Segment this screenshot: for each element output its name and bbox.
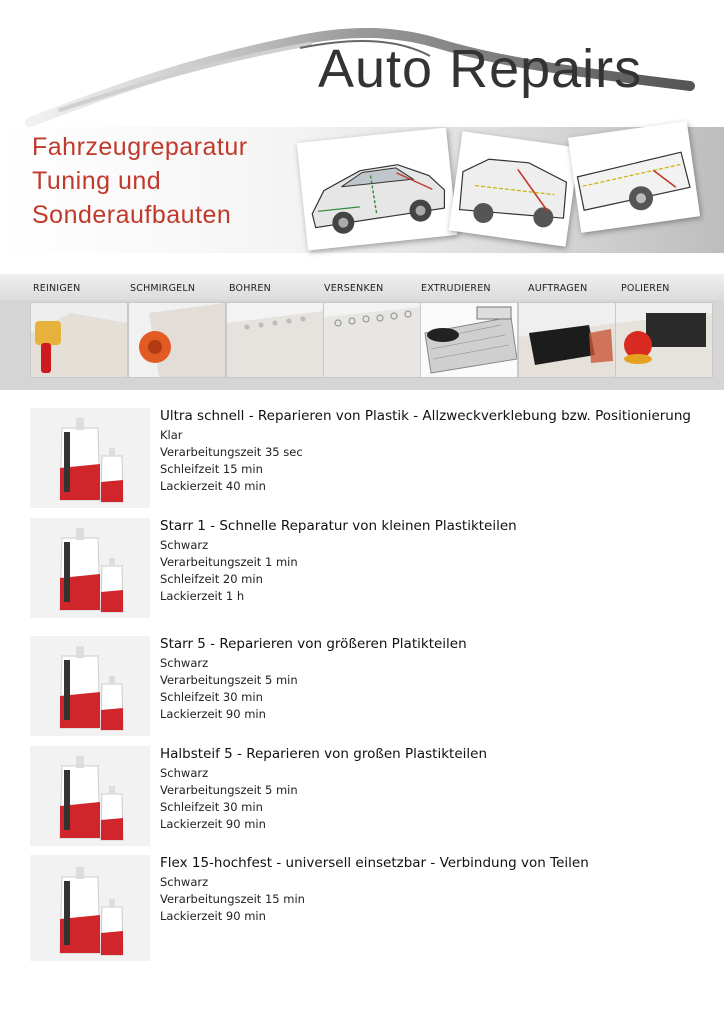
process-label-bohren: BOHREN — [229, 283, 271, 294]
product-image — [30, 855, 150, 961]
process-image-bohren — [226, 302, 324, 378]
product-image — [30, 746, 150, 846]
product-color: Klar — [160, 428, 183, 442]
car-sketch-sedan — [297, 127, 457, 250]
process-image-polieren — [615, 302, 713, 378]
product-sanding-time: Schleifzeit 30 min — [160, 690, 263, 704]
hero-banner — [0, 127, 724, 253]
product-halbsteif-5 — [0, 746, 724, 846]
process-image-schmirgeln — [128, 302, 226, 378]
process-labels-bar — [0, 274, 724, 300]
product-processing-time: Verarbeitungszeit 1 min — [160, 555, 298, 569]
car-sketch-pickup-side — [568, 121, 700, 233]
process-label-auftragen: AUFTRAGEN — [528, 283, 588, 294]
process-label-schmirgeln: SCHMIRGELN — [130, 283, 196, 294]
product-starr-5 — [0, 636, 724, 736]
car-sketch-pickup — [449, 131, 580, 246]
process-label-extrudieren: EXTRUDIEREN — [421, 283, 491, 294]
product-sanding-time: Schleifzeit 30 min — [160, 800, 263, 814]
product-title: Starr 1 - Schnelle Reparatur von kleinen Plastikteilen — [160, 518, 517, 534]
tagline-line-2: Tuning und — [32, 167, 162, 195]
product-painting-time: Lackierzeit 90 min — [160, 817, 266, 831]
product-title: Flex 15-hochfest - universell einsetzbar - Verbindung von Teilen — [160, 855, 589, 871]
product-sanding-time: Schleifzeit 20 min — [160, 572, 263, 586]
brand-logo-text: Auto Repairs — [318, 39, 643, 99]
product-starr-1 — [0, 518, 724, 618]
tagline-line-1: Fahrzeugreparatur — [32, 133, 248, 161]
product-color: Schwarz — [160, 538, 209, 552]
product-title: Halbsteif 5 - Reparieren von großen Plastikteilen — [160, 746, 488, 762]
product-title: Starr 5 - Reparieren von größeren Platikteilen — [160, 636, 467, 652]
product-image — [30, 636, 150, 736]
product-processing-time: Verarbeitungszeit 5 min — [160, 783, 298, 797]
product-ultra-schnell — [0, 408, 724, 508]
product-processing-time: Verarbeitungszeit 35 sec — [160, 445, 303, 459]
product-color: Schwarz — [160, 766, 209, 780]
product-processing-time: Verarbeitungszeit 5 min — [160, 673, 298, 687]
process-image-auftragen — [518, 302, 616, 378]
process-image-reinigen — [30, 302, 128, 378]
tagline-line-3: Sonderaufbauten — [32, 201, 232, 229]
product-sanding-time: Schleifzeit 15 min — [160, 462, 263, 476]
product-processing-time: Verarbeitungszeit 15 min — [160, 892, 305, 906]
product-flex-15 — [0, 855, 724, 961]
product-color: Schwarz — [160, 656, 209, 670]
product-color: Schwarz — [160, 875, 209, 889]
process-label-versenken: VERSENKEN — [324, 283, 384, 294]
header — [0, 0, 724, 262]
process-label-polieren: POLIEREN — [621, 283, 670, 294]
process-image-versenken — [323, 302, 421, 378]
product-painting-time: Lackierzeit 90 min — [160, 707, 266, 721]
product-image — [30, 408, 150, 508]
product-painting-time: Lackierzeit 1 h — [160, 589, 245, 603]
process-steps-strip — [0, 274, 724, 390]
product-title: Ultra schnell - Reparieren von Plastik - Allzweckverklebung bzw. Positionierung — [160, 408, 691, 424]
product-image — [30, 518, 150, 618]
product-painting-time: Lackierzeit 90 min — [160, 909, 266, 923]
product-painting-time: Lackierzeit 40 min — [160, 479, 266, 493]
process-image-extrudieren — [420, 302, 518, 378]
process-label-reinigen: REINIGEN — [33, 283, 81, 294]
